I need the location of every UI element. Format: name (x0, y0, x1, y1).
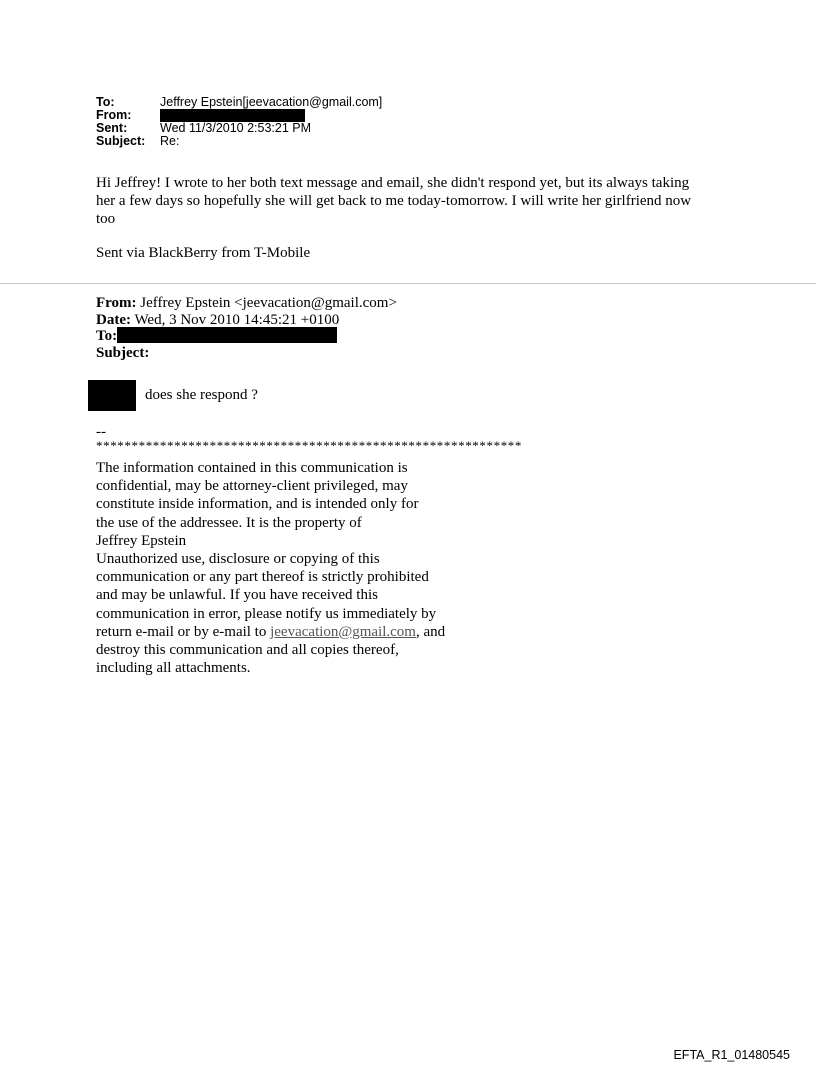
fwd-from-value: Jeffrey Epstein <jeevacation@gmail.com> (140, 295, 397, 311)
document-id: EFTA_R1_01480545 (673, 1048, 790, 1062)
disclaimer-line: constitute inside information, and is intended only for (96, 496, 419, 513)
disclaimer-line: communication or any part thereof is strictly prohibited (96, 569, 429, 586)
subject-label: Subject: (96, 134, 146, 148)
redaction-box (88, 380, 136, 411)
email-link[interactable]: jeevacation@gmail.com (270, 623, 416, 640)
fwd-subject-label: Subject: (96, 344, 150, 361)
fwd-to-label: To: (96, 328, 118, 344)
subject-value: Re: (160, 134, 180, 148)
divider-line (0, 283, 816, 284)
disclaimer-line: including all attachments. (96, 660, 251, 677)
email-header (96, 96, 382, 148)
to-label: To: (96, 95, 115, 109)
header-subject-row (96, 135, 382, 148)
fwd-to-row (96, 327, 397, 344)
disclaimer-line: confidential, may be attorney-client privileged, may (96, 478, 408, 495)
fwd-subject-row (96, 344, 397, 361)
fwd-from-label: From: (96, 295, 137, 311)
fwd-message-text: does she respond ? (145, 387, 258, 403)
asterisk-separator: ************************************************************ (96, 438, 522, 453)
redaction-box (117, 327, 337, 343)
disclaimer-line: The information contained in this communication is (96, 460, 408, 476)
disclaimer-line-return (96, 623, 445, 641)
return-prefix: return e-mail or by e-mail to (96, 623, 271, 640)
sent-value: Wed 11/3/2010 2:53:21 PM (160, 121, 312, 135)
from-label: From: (96, 108, 132, 122)
sent-label: Sent: (96, 121, 128, 135)
disclaimer-line: Jeffrey Epstein (96, 532, 187, 549)
fwd-date-value: Wed, 3 Nov 2010 14:45:21 +0100 (134, 311, 340, 328)
reply-body: Hi Jeffrey! I wrote to her both text message and email, she didn't respond yet, but its always taking her a few days so hopefully she will get back to me today-tomorrow. I will write her girlfriend now too (96, 175, 692, 228)
disclaimer-line: Unauthorized use, disclosure or copying of this (96, 551, 380, 568)
disclaimer-line: the use of the addressee. It is the property of (96, 514, 362, 531)
fwd-from-row (96, 294, 397, 311)
disclaimer-line: and may be unlawful. If you have received this (96, 587, 378, 604)
disclaimer-line: communication in error, please notify us immediately by (96, 605, 437, 622)
sig-dashes: -- (96, 424, 106, 440)
disclaimer-line: destroy this communication and all copies thereof, (96, 642, 399, 659)
disclaimer (96, 459, 445, 677)
reply-signature: Sent via BlackBerry from T-Mobile (96, 245, 311, 261)
to-value: Jeffrey Epstein[jeevacation@gmail.com] (160, 95, 383, 109)
forwarded-message (96, 294, 397, 360)
fwd-date-label: Date: (96, 311, 131, 328)
fwd-date-row (96, 311, 397, 328)
header-to-row (96, 96, 382, 109)
return-suffix: , and (415, 623, 446, 640)
